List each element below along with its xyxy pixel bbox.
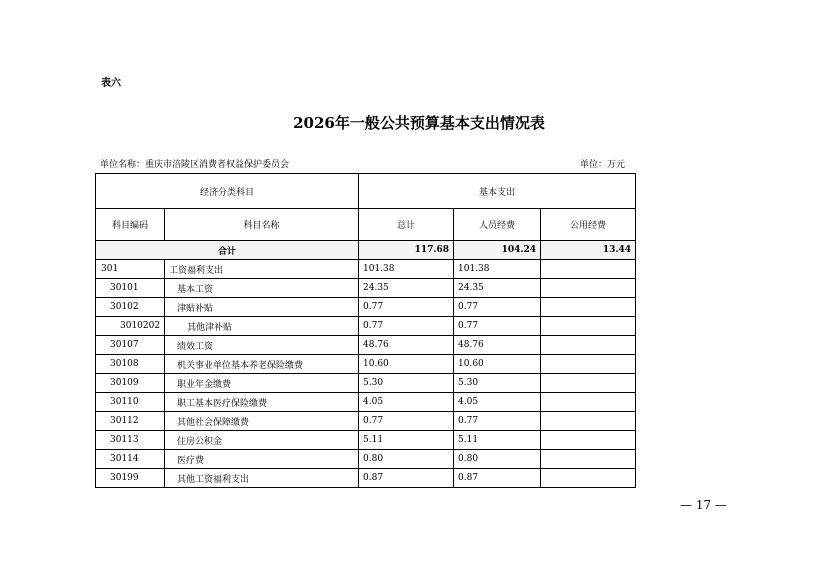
row-public — [541, 355, 636, 374]
table-row — [96, 260, 636, 279]
row-name: 职工基本医疗保险缴费 — [165, 393, 359, 412]
row-personnel: 24.35 — [454, 279, 541, 298]
row-total: 101.38 — [359, 260, 454, 279]
unit-name-label: 单位名称：重庆市涪陵区消费者权益保护委员会 — [100, 160, 290, 170]
row-total: 4.05 — [359, 393, 454, 412]
row-personnel: 0.77 — [454, 317, 541, 336]
row-public — [541, 279, 636, 298]
header-public-expense: 公用经费 — [541, 209, 636, 241]
header-economic-classification: 经济分类科目 — [96, 174, 359, 209]
row-personnel: 5.11 — [454, 431, 541, 450]
total-label: 合计 — [96, 241, 359, 260]
row-code: 30199 — [96, 469, 165, 488]
header-personnel-expense: 人员经费 — [454, 209, 541, 241]
total-personnel: 104.24 — [454, 241, 541, 260]
row-code: 30109 — [96, 374, 165, 393]
row-code: 301 — [96, 260, 165, 279]
total-total: 117.68 — [359, 241, 454, 260]
row-code: 30113 — [96, 431, 165, 450]
row-name: 机关事业单位基本养老保险缴费 — [165, 355, 359, 374]
header-row-group — [96, 174, 636, 209]
header-subject-name: 科目名称 — [165, 209, 359, 241]
row-code: 30114 — [96, 450, 165, 469]
row-public — [541, 260, 636, 279]
table-row — [96, 450, 636, 469]
row-name: 津贴补贴 — [165, 298, 359, 317]
row-public — [541, 412, 636, 431]
row-total: 5.30 — [359, 374, 454, 393]
total-public: 13.44 — [541, 241, 636, 260]
row-total: 0.77 — [359, 298, 454, 317]
row-total: 5.11 — [359, 431, 454, 450]
row-code: 3010202 — [96, 317, 165, 336]
row-public — [541, 298, 636, 317]
row-personnel: 0.77 — [454, 298, 541, 317]
row-personnel: 0.77 — [454, 412, 541, 431]
row-personnel: 5.30 — [454, 374, 541, 393]
table-row — [96, 298, 636, 317]
row-name: 绩效工资 — [165, 336, 359, 355]
header-basic-expenditure: 基本支出 — [359, 174, 636, 209]
row-public — [541, 469, 636, 488]
budget-table — [95, 173, 636, 488]
row-code: 30101 — [96, 279, 165, 298]
row-personnel: 10.60 — [454, 355, 541, 374]
row-code: 30102 — [96, 298, 165, 317]
table-row — [96, 317, 636, 336]
table-row — [96, 355, 636, 374]
table-row — [96, 393, 636, 412]
row-name: 其他津补贴 — [165, 317, 359, 336]
row-name: 住房公积金 — [165, 431, 359, 450]
row-total: 0.77 — [359, 412, 454, 431]
page-title: 2026年一般公共预算基本支出情况表 — [293, 114, 545, 132]
header-row-columns — [96, 209, 636, 241]
row-public — [541, 336, 636, 355]
row-name: 医疗费 — [165, 450, 359, 469]
table-number: 表六 — [101, 78, 121, 89]
row-personnel: 101.38 — [454, 260, 541, 279]
row-public — [541, 317, 636, 336]
row-total: 48.76 — [359, 336, 454, 355]
row-code: 30112 — [96, 412, 165, 431]
header-total: 总计 — [359, 209, 454, 241]
total-row — [96, 241, 636, 260]
row-public — [541, 374, 636, 393]
row-total: 0.87 — [359, 469, 454, 488]
row-personnel: 0.80 — [454, 450, 541, 469]
row-personnel: 0.87 — [454, 469, 541, 488]
row-code: 30108 — [96, 355, 165, 374]
row-public — [541, 450, 636, 469]
row-public — [541, 431, 636, 450]
table-row — [96, 469, 636, 488]
table-row — [96, 279, 636, 298]
row-total: 10.60 — [359, 355, 454, 374]
header-subject-code: 科目编码 — [96, 209, 165, 241]
row-personnel: 48.76 — [454, 336, 541, 355]
row-name: 基本工资 — [165, 279, 359, 298]
table-row — [96, 412, 636, 431]
table-row — [96, 374, 636, 393]
page-number: — 17 — — [680, 498, 727, 512]
row-total: 0.77 — [359, 317, 454, 336]
row-total: 24.35 — [359, 279, 454, 298]
row-name: 职业年金缴费 — [165, 374, 359, 393]
table-row — [96, 336, 636, 355]
row-name: 其他工资福利支出 — [165, 469, 359, 488]
currency-unit-label: 单位：万元 — [580, 160, 626, 170]
row-code: 30107 — [96, 336, 165, 355]
row-name: 工资福利支出 — [165, 260, 359, 279]
row-name: 其他社会保障缴费 — [165, 412, 359, 431]
row-code: 30110 — [96, 393, 165, 412]
table-row — [96, 431, 636, 450]
row-total: 0.80 — [359, 450, 454, 469]
row-public — [541, 393, 636, 412]
row-personnel: 4.05 — [454, 393, 541, 412]
